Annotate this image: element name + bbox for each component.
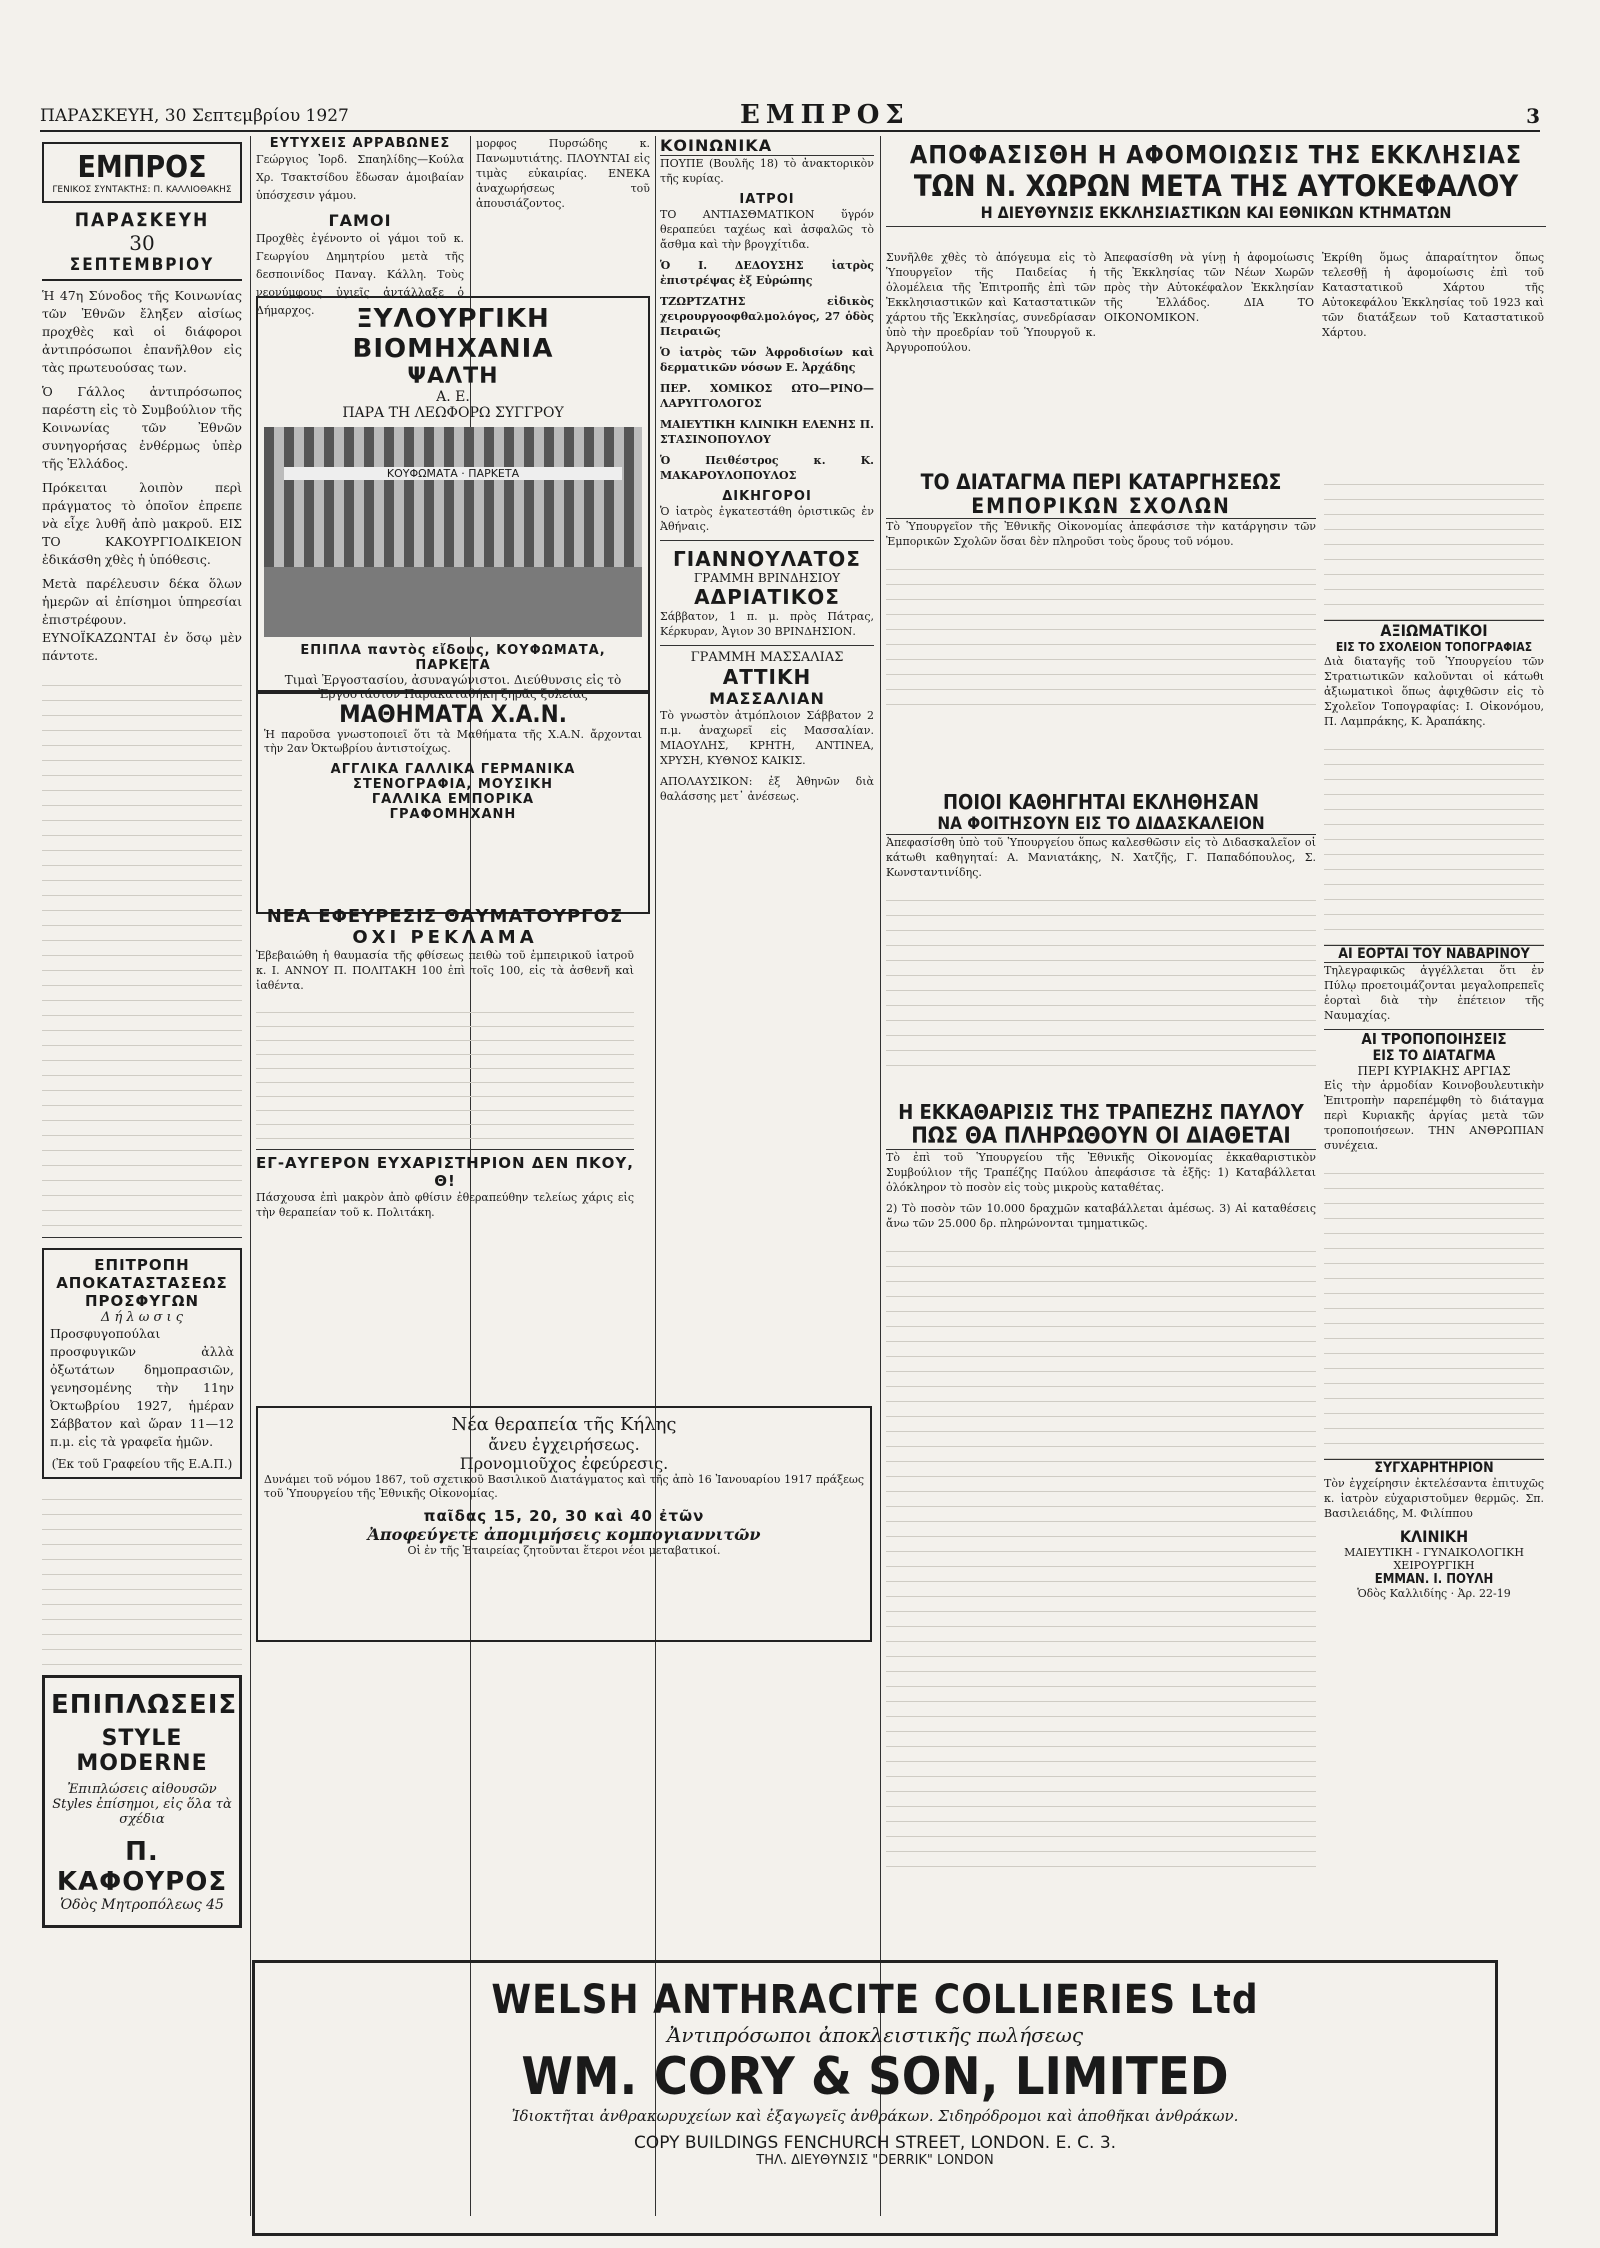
lessons-title: ΜΑΘΗΜΑΤΑ Χ.Α.Ν. [339, 700, 567, 728]
factory-text: Τιμαὶ Ἐργοστασίου, ἀσυναγώνιστοι. Διεύθυνσις εἰς τὸ Ἐργοστάσιον Παρακαταθήκη ξηρᾶς ξυλείας [284, 673, 622, 701]
social-text: ΠΟΥΠΕ (Βουλῆς 18) τὸ ἀνακτορικὸν τῆς κυρίας. [660, 157, 874, 185]
ship-text: ΑΠΟΛΑΥΣΙΚΟΝ: ἐξ Ἀθηνῶν διὰ θαλάσσης μετ᾽ ἀνέσεως. [660, 775, 874, 803]
hernia-ad [256, 1406, 872, 1642]
cory-ad [252, 1960, 1498, 2236]
church-text: Ἀπεφασίσθη νὰ γίνῃ ἡ ἀφομοίωσις τῆς Ἐκκλησίας τῶν Νέων Χωρῶν πρὸς τὴν Αὐτοκέφαλον Ἐκκλησίαν τῆς Ἑλλάδος. ΔΙΑ ΤΟ ΟΙΚΟΝΟΜΙΚΟΝ. [1104, 251, 1314, 324]
clinic-title: ΚΛΙΝΙΚΗ [1399, 1527, 1469, 1546]
invention-text: Ἐβεβαιώθη ἡ θαυμασία τῆς φθίσεως πειθὼ τοῦ ἐμπειρικοῦ ἰατροῦ κ. Ι. ΑΝΝΟΥ Π. ΠΟΛΙΤΑΚΗ 100 ἐπὶ τοῖς 100, εἰς τὰ ἀσθενῆ καὶ ἰαθέντα. [256, 949, 634, 992]
bank-text: 2) Τὸ ποσὸν τῶν 10.000 δραχμῶν καταβάλλεται ἀμέσως. 3) Αἱ καταθέσεις ἄνω τῶν 25.000 δρ. πληρώνονται τμηματικῶς. [886, 1202, 1316, 1230]
separator [42, 1237, 242, 1238]
bank-text: Τὸ ἐπὶ τοῦ Ὑπουργείου τῆς Ἐθνικῆς Οἰκονομίας ἐκκαθαριστικὸν Συμβούλιον τῆς Τραπέζης Παύλου ἀπεφάσισε τὰ ἑξῆς: 1) Καταβάλλεται ὁλόκληρον τὸ ποσὸν εἰς τοὺς μικροὺς καταθέτας. [886, 1151, 1316, 1194]
hernia-subtitle-2: Προνομιοῦχος ἐφεύρεσις. [459, 1454, 669, 1473]
doctor-listing: ΠΕΡ. ΧΟΜΙΚΟΣ ΩΤΟ—ΡΙΝΟ—ΛΑΡΥΓΓΟΛΟΓΟΣ [660, 382, 874, 410]
amend-text: Εἰς τὴν ἀρμοδίαν Κοινοβουλευτικὴν Ἐπιτροπὴν παρεπέμφθη τὸ διάταγμα περὶ Κυριακῆς ἀργίας μετὰ τῶν τροποποιήσεων. ΤΗΝ ΑΝΘΡΩΠΙΑΝ συνέχεια. [1324, 1079, 1544, 1152]
text-filler [1324, 1159, 1544, 1459]
thanks-text: Πάσχουσα ἐπὶ μακρὸν ἀπὸ φθίσιν ἐθεραπεύθην τελείως χάρις εἰς τὴν θεραπείαν τοῦ κ. Πολιτάκη. [256, 1191, 634, 1219]
text-filler [1324, 735, 1544, 945]
factory-sign: ΚΟΥΦΩΜΑΤΑ · ΠΑΡΚΕΤΑ [284, 467, 622, 480]
lessons-list: ΣΤΕΝΟΓΡΑΦΙΑ, ΜΟΥΣΙΚΗ [353, 777, 553, 792]
hernia-text: Δυνάμει τοῦ νόμου 1867, τοῦ σχετικοῦ Βασιλικοῦ Διατάγματος καὶ τῆς ἀπὸ 16 Ἰανουαρίου 1917 πράξεως τοῦ Ὑπουργείου τῆς Ἐθνικῆς Οἰκονομίας. [264, 1473, 864, 1500]
editor-line: ΓΕΝΙΚΟΣ ΣΥΝΤΑΚΤΗΣ: Π. ΚΑΛΛΙΟΘΑΚΗΣ [52, 185, 232, 195]
congrats-text: Τὸν ἐγχείρησιν ἐκτελέσαντα ἐπιτυχῶς κ. ἰατρὸν εὐχαριστοῦμεν θερμῶς. Σπ. Βασιλειάδης, Μ. Φιλίππου [1324, 1477, 1544, 1520]
doctor-listing: ΜΑΙΕΥΤΙΚΗ ΚΛΙΝΙΚΗ ΕΛΕΝΗΣ Π. ΣΤΑΣΙΝΟΠΟΥΛΟΥ [660, 418, 874, 446]
article-paragraph: Μετὰ παρέλευσιν δέκα ὅλων ἡμερῶν αἱ ἐπίσημοι ὑπηρεσίαι ἐπιστρέφουν. ΕΥΝΟΪΚΑΖΩΝΤΑΙ ἐν ὅσῳ μὲν πάντοτε. [42, 576, 242, 663]
cory-line-6: ΤΗΛ. ΔΙΕΥΘΥΝΣΙΣ "DERRIK" LONDON [756, 2153, 994, 2168]
church-text: Συνῆλθε χθὲς τὸ ἀπόγευμα εἰς τὸ Ὑπουργεῖον τῆς Παιδείας ἡ ὁλομέλεια τῆς Ἐπιτροπῆς ἐπὶ τῶν Ἐκκλησιαστικῶν καὶ Καταστατικῶν χάρτου τῆς Ἐκκλησίας, συνεδρίασαν ὑπὸ τὴν προεδρίαν τοῦ Ὑπουργοῦ κ. Ἀργυροπούλου. [886, 251, 1096, 354]
invention-ad [256, 906, 634, 1306]
thanks-title: ΕΓ-ΑΥΓΕΡΟΝ ΕΥΧΑΡΙΣΤΗΡΙΟΝ ΔΕΝ ΠΚΟΥ, Θ! [256, 1149, 634, 1190]
amend-title: ΑΙ ΤΡΟΠΟΠΟΙΗΣΕΙΣ [1324, 1029, 1544, 1048]
day-number: 30 [129, 231, 155, 255]
shipping-line: ΓΡΑΜΜΗ ΒΡΙΝΔΗΣΙΟΥ [693, 571, 841, 585]
church-headline [886, 140, 1546, 240]
lessons-ad [256, 692, 650, 914]
decree-title: ΤΟ ΔΙΑΤΑΓΜΑ ΠΕΡΙ ΚΑΤΑΡΓΗΣΕΩΣ [920, 470, 1282, 494]
cory-line-2: Ἀντιπρόσωποι ἀποκλειστικῆς πωλήσεως [666, 2023, 1084, 2047]
text-filler [256, 999, 634, 1149]
furniture-ad-title: ΕΠΙΠΛΩΣΕΙΣ [51, 1690, 238, 1720]
hernia-warning: Ἀποφεύγετε ἀπομιμήσεις κομπογιαννιτῶν [367, 1525, 761, 1544]
doctors-title: ΙΑΤΡΟΙ [739, 192, 795, 207]
weddings-text: Προχθὲς ἐγένοντο οἱ γάμοι τοῦ κ. Γεωργίου Δημητρίου μετὰ τῆς δεσποινίδος Παναγ. Κάλλη. Τοὺς νεονύμφους ὑγιεῖς ἀντάλλαξε ὁ Δήμαρχος. [256, 232, 464, 317]
masthead-box [42, 142, 242, 203]
column-right [1324, 470, 1544, 1950]
day-name: ΠΑΡΑΣΚΕΥΗ [74, 209, 210, 231]
factory-title: ΞΥΛΟΥΡΓΙΚΗ ΒΙΟΜΗΧΑΝΙΑ [352, 304, 554, 364]
ship-name: ΑΤΤΙΚΗ [722, 665, 812, 689]
invention-subtitle: ΟΧΙ ΡΕΚΛΑΜΑ [352, 927, 538, 948]
page-header [40, 100, 1540, 132]
clinic-subtitle: ΜΑΙΕΥΤΙΚΗ - ΓΥΝΑΙΚΟΛΟΓΙΚΗ ΧΕΙΡΟΥΡΓΙΚΗ [1344, 1546, 1524, 1572]
navarino-text: Τηλεγραφικῶς ἀγγέλλεται ὅτι ἐν Πύλῳ προετοιμάζονται μεγαλοπρεπεῖς ἑορταὶ διὰ τὴν ἐπέτειον τῆς Ναυμαχίας. [1324, 964, 1544, 1022]
shipping-line: ΓΡΑΜΜΗ ΜΑΣΣΑΛΙΑΣ [660, 645, 874, 665]
clinic-name: ΕΜΜΑΝ. Ι. ΠΟΥΛΗ [1374, 1572, 1494, 1587]
page-number: 3 [1526, 104, 1540, 128]
furniture-ad-address: Ὁδὸς Μητροπόλεως 45 [60, 1897, 224, 1913]
bank-title: Η ΕΚΚΑΘΑΡΙΣΙΣ ΤΗΣ ΤΡΑΠΕΖΗΣ ΠΑΥΛΟΥ [898, 1100, 1304, 1124]
headline-subtitle: Η ΔΙΕΥΘΥΝΣΙΣ ΕΚΚΛΗΣΙΑΣΤΙΚΩΝ ΚΑΙ ΕΘΝΙΚΩΝ ΚΤΗΜΑΤΩΝ [886, 203, 1546, 227]
committee-subtitle: Δ ή λ ω σ ι ς [100, 1310, 184, 1325]
hernia-highlight: παῖδας 15, 20, 30 καὶ 40 ἐτῶν [423, 1507, 705, 1525]
decree-text: Τὸ Ὑπουργεῖον τῆς Ἐθνικῆς Οἰκονομίας ἀπεφάσισε τὴν κατάργησιν τῶν Ἐμπορικῶν Σχολῶν ὅσαι δὲν πληροῦσι τοὺς ὅρους τοῦ νόμου. [886, 520, 1316, 548]
furniture-ad-text: Ἐπιπλώσεις αἰθουσῶν Styles ἐπίσημοι, εἰς ὅλα τὰ σχέδια [52, 1782, 232, 1827]
ship-name: ΑΔΡΙΑΤΙΚΟΣ [694, 585, 840, 609]
hernia-subtitle: ἄνευ ἐγχειρήσεως. [488, 1435, 640, 1454]
text-filler [1324, 470, 1544, 620]
column-4 [660, 136, 874, 1386]
invention-title: ΝΕΑ ΕΦΕΥΡΕΣΙΣ ΘΑΥΜΑΤΟΥΡΓΟΣ [266, 906, 624, 927]
text-filler [886, 886, 1316, 1066]
furniture-ad-style: STYLE MODERNE [76, 1726, 208, 1776]
engagements-title: ΕΥΤΥΧΕΙΣ ΑΡΡΑΒΩΝΕΣ [269, 136, 451, 151]
text-filler [42, 671, 242, 1231]
text-filler [42, 1485, 242, 1665]
congrats-title: ΣΥΓΧΑΡΗΤΗΡΙΟΝ [1324, 1459, 1544, 1476]
officers-title-2: ΕΙΣ ΤΟ ΣΧΟΛΕΙΟΝ ΤΟΠΟΓΡΑΦΙΑΣ [1335, 640, 1533, 654]
lawyers-title: ΔΙΚΗΓΟΡΟΙ [722, 489, 812, 504]
officers-title: ΑΞΙΩΜΑΤΙΚΟΙ [1324, 620, 1544, 640]
shipping-company: ΓΙΑΝΝΟΥΛΑΤΟΣ [673, 547, 861, 571]
doctor-listing: Ὁ Ι. ΔΕΔΟΥΣΗΣ ἰατρὸς ἐπιστρέψας ἐξ Εὐρώπης [660, 259, 874, 287]
cory-line-3: WM. CORY & SON, LIMITED [521, 2047, 1229, 2107]
continued-text: μορφος Πυρσώδης κ. Πανωμυτιάτης. ΠΛΟΥΝΤΑΙ εἰς τιμὰς εὐκαιρίας. ΕΝΕΚΑ ἀναχωρήσεως τοῦ ἀπουσιάζοντος. [476, 137, 650, 210]
teachers-article [886, 790, 1316, 1090]
clinic-address: Ὁδὸς Καλλιδίης · Ἀρ. 22-19 [1357, 1587, 1511, 1600]
amend-subtitle: ΠΕΡΙ ΚΥΡΙΑΚΗΣ ΑΡΓΙΑΣ [1357, 1064, 1511, 1078]
factory-illustration [264, 427, 642, 637]
furniture-ad [42, 1675, 242, 1928]
teachers-text: Ἀπεφασίσθη ὑπὸ τοῦ Ὑπουργείου ὅπως καλεσθῶσιν εἰς τὸ Διδασκαλεῖον οἱ κάτωθι καθηγηταί: Α. Μανιατάκης, Ν. Χατζῆς, Γ. Παπαδόπουλος, Σ. Κωνσταντινίδης. [886, 836, 1316, 879]
masthead: ΕΜΠΡΟΣ [77, 150, 207, 185]
committee-text: Προσφυγοπούλαι προσφυγικῶν ἀλλὰ ὀξωτάτων δημοπρασιῶν, γενησομένης τὴν 11ην Ὀκτωβρίου 1927, ἡμέραν Σάββατον καὶ ὥραν 11—12 π.μ. εἰς τὰ γραφεῖα ἡμῶν. [50, 1326, 234, 1449]
cory-line-4: Ἰδιοκτῆται ἀνθρακωρυχείων καὶ ἐξαγωγεῖς ἀνθράκων. Σιδηρόδρομοι καὶ ἀποθῆκαι ἀνθράκων. [511, 2107, 1239, 2125]
lawyers-text: Ὁ ἰατρὸς ἐγκατεστάθη ὁριστικῶς ἐν Ἀθήναις. [660, 505, 874, 533]
bank-article [886, 1100, 1316, 1940]
bank-title-2: ΠΩΣ ΘΑ ΠΛΗΡΩΘΟΥΝ ΟΙ ΔΙΑΘΕΤΑΙ [886, 1124, 1316, 1150]
furniture-ad-name: Π. ΚΑΦΟΥΡΟΣ [56, 1837, 228, 1897]
doctor-listing: Ὁ ἰατρὸς τῶν Ἀφροδισίων καὶ δερματικῶν νόσων Ε. Ἀρχάδης [660, 346, 874, 374]
date-line: ΠΑΡΑΣΚΕΥΗ, 30 Σεπτεμβρίου 1927 [40, 106, 349, 126]
decree-article [886, 470, 1316, 770]
decree-title-2: ΕΜΠΟΡΙΚΩΝ ΣΧΟΛΩΝ [886, 494, 1316, 519]
church-col-b [1104, 250, 1314, 460]
church-col-a [886, 250, 1096, 460]
article-paragraph: Ἡ 47η Σύνοδος τῆς Κοινωνίας τῶν Ἐθνῶν ἔληξεν αἰσίως προχθὲς καὶ οἱ διάφοροι ἀντιπρόσωποι ἐπανῆλθον εἰς τὰς πρωτευούσας των. [42, 288, 242, 375]
ship-text: Τὸ γνωστὸν ἀτμόπλοιον Σάββατον 2 π.μ. ἀναχωρεῖ εἰς Μασσαλίαν. ΜΙΑΟΥΛΗΣ, ΚΡΗΤΗ, ΑΝΤΙΝΕΑ, ΧΡΥΣΗ, ΚΥΘΝΟΣ ΚΑΙΚΙΣ. [660, 709, 874, 767]
engagements-text: Γεώργιος Ἰορδ. Σπαηλίδης—Κούλα Χρ. Τσακτσίδου ἔδωσαν ἀμοιβαίαν ὑπόσχεσιν γάμου. [256, 153, 464, 202]
article-paragraph: Πρόκειται λοιπὸν περὶ πράγματος τὸ ὁποῖον ἐπρεπε νὰ εἶχε λυθῆ ἀπὸ μακροῦ. ΕΙΣ ΤΟ ΚΑΚΟΥΡΓΙΟΔΙΚΕΙΟΝ ἐδικάσθη χθὲς ἡ ὑπόθεσις. [42, 480, 242, 567]
headline-line-1: ΑΠΟΦΑΣΙΣΘΗ Η ΑΦΟΜΟΙΩΣΙΣ ΤΗΣ ΕΚΚΛΗΣΙΑΣ [909, 140, 1523, 169]
column-3-top [476, 136, 650, 286]
church-text: Ἐκρίθη ὅμως ἀπαραίτητον ὅπως τελεσθῇ ἡ ἀφομοίωσις ἐπὶ τοῦ Καταστατικοῦ Χάρτου τῆς Αὐτοκεφάλου Ἐκκλησίας τοῦ 1923 καὶ τῶν διατάξεων τοῦ Καταστατικοῦ Χάρτου. [1322, 251, 1544, 339]
cory-line-1: WELSH ANTHRACITE COLLIERIES Ltd [491, 1977, 1259, 2023]
ship-text: Σάββατον, 1 π. μ. πρὸς Πάτρας, Κέρκυραν, Ἀγιον 30 ΒΡΙΝΔΗΣΙΟΝ. [660, 610, 874, 638]
church-col-c [1322, 250, 1544, 460]
factory-products: ΕΠΙΠΛΑ παντὸς εἴδους, ΚΟΥΦΩΜΑΤΑ, ΠΑΡΚΕΤΑ [300, 643, 606, 673]
ship-destination: ΜΑΣΣΑΛΙΑΝ [709, 689, 825, 708]
factory-ad [256, 296, 650, 701]
lessons-list: ΑΓΓΛΙΚΑ ΓΑΛΛΙΚΑ ΓΕΡΜΑΝΙΚΑ [330, 762, 576, 777]
month-name: ΣΕΠΤΕΜΒΡΙΟΥ [42, 255, 242, 281]
hernia-sign: Οἱ ἐν τῆς Ἑταιρείας ζητοῦνται ἕτεροι νέοι μεταβατικοί. [407, 1544, 721, 1557]
factory-ae: Α. Ε. [436, 389, 470, 405]
column-rule [250, 136, 251, 2216]
weddings-title: ΓΑΜΟΙ [328, 211, 392, 230]
teachers-title: ΠΟΙΟΙ ΚΑΘΗΓΗΤΑΙ ΕΚΛΗΘΗΣΑΝ [942, 790, 1260, 814]
officers-text: Διὰ διαταγῆς τοῦ Ὑπουργείου τῶν Στρατιωτικῶν καλοῦνται οἱ κάτωθι ἀξιωματικοὶ ὅπως ἀφιχθῶσιν εἰς τὸ Σχολεῖον Τοπογραφίας: Ι. Οἰκονόμου, Π. Λαμπράκης, Κ. Ἀραπάκης. [1324, 655, 1544, 728]
lessons-list: ΓΡΑΦΟΜΗΧΑΝΗ [389, 807, 517, 822]
doctor-listing: ΤΖΩΡΤΖΑΤΗΣ εἰδικὸς χειρουργοοφθαλμολόγος, 27 ὁδὸς Πειραιῶς [660, 295, 874, 338]
paper-name: ΕΜΠΡΟΣ [740, 100, 910, 130]
amend-title-2: ΕΙΣ ΤΟ ΔΙΑΤΑΓΜΑ [1372, 1048, 1496, 1064]
doctor-listing: Ὁ Πειθέστρος κ. Κ. ΜΑΚΑΡΟΥΛΟΠΟΥΛΟΣ [660, 454, 874, 482]
article-paragraph: Ὁ Γάλλος ἀντιπρόσωπος παρέστη εἰς τὸ Συμβούλιον τῆς Κοινωνίας τῶν Ἐθνῶν συνηγορήσας ἐνθέρμως ὑπὲρ τῆς Ἑλλάδος. [42, 384, 242, 471]
committee-title: ΕΠΙΤΡΟΠΗ ΑΠΟΚΑΤΑΣΤΑΣΕΩΣ ΠΡΟΣΦΥΓΩΝ [56, 1256, 228, 1310]
committee-signature: (Ἐκ τοῦ Γραφείου τῆς Ε.Α.Π.) [51, 1457, 233, 1471]
factory-location: ΠΑΡΑ ΤΗ ΛΕΩΦΟΡΩ ΣΥΓΓΡΟΥ [342, 405, 564, 421]
teachers-title-2: ΝΑ ΦΟΙΤΗΣΟΥΝ ΕΙΣ ΤΟ ΔΙΔΑΣΚΑΛΕΙΟΝ [886, 814, 1316, 835]
social-title: ΚΟΙΝΩΝΙΚΑ [660, 136, 874, 156]
column-rule [880, 136, 881, 2216]
separator [660, 540, 874, 541]
doctors-text: ΤΟ ΑΝΤΙΑΣΘΜΑΤΙΚΟΝ ὕγρόν θεραπεύει ταχέως καὶ ἀσφαλῶς τὸ ἄσθμα καὶ τὴν βρογχίτιδα. [660, 208, 874, 251]
lessons-text: Ἡ παροῦσα γνωστοποιεῖ ὅτι τὰ Μαθήματα τῆς Χ.Α.Ν. ἄρχονται τὴν 2αν Ὀκτωβρίου ἀντιστοίχως. [264, 728, 642, 755]
cory-line-5: COPY BUILDINGS FENCHURCH STREET, LONDON. E. C. 3. [633, 2133, 1117, 2153]
committee-notice [42, 1248, 242, 1479]
navarino-title: ΑΙ ΕΟΡΤΑΙ ΤΟΥ ΝΑΒΑΡΙΝΟΥ [1324, 945, 1544, 963]
text-filler [886, 555, 1316, 715]
lessons-list: ΓΑΛΛΙΚΑ ΕΜΠΟΡΙΚΑ [371, 792, 535, 807]
headline-line-2: ΤΩΝ Ν. ΧΩΡΩΝ ΜΕΤΑ ΤΗΣ ΑΥΤΟΚΕΦΑΛΟΥ [913, 169, 1519, 203]
column-rule [655, 136, 656, 2216]
hernia-title: Νέα θεραπεία τῆς Κήλης [451, 1414, 677, 1435]
factory-name: ΨΑΛΤΗ [407, 364, 499, 389]
text-filler [886, 1237, 1316, 1877]
column-1 [42, 136, 242, 2216]
